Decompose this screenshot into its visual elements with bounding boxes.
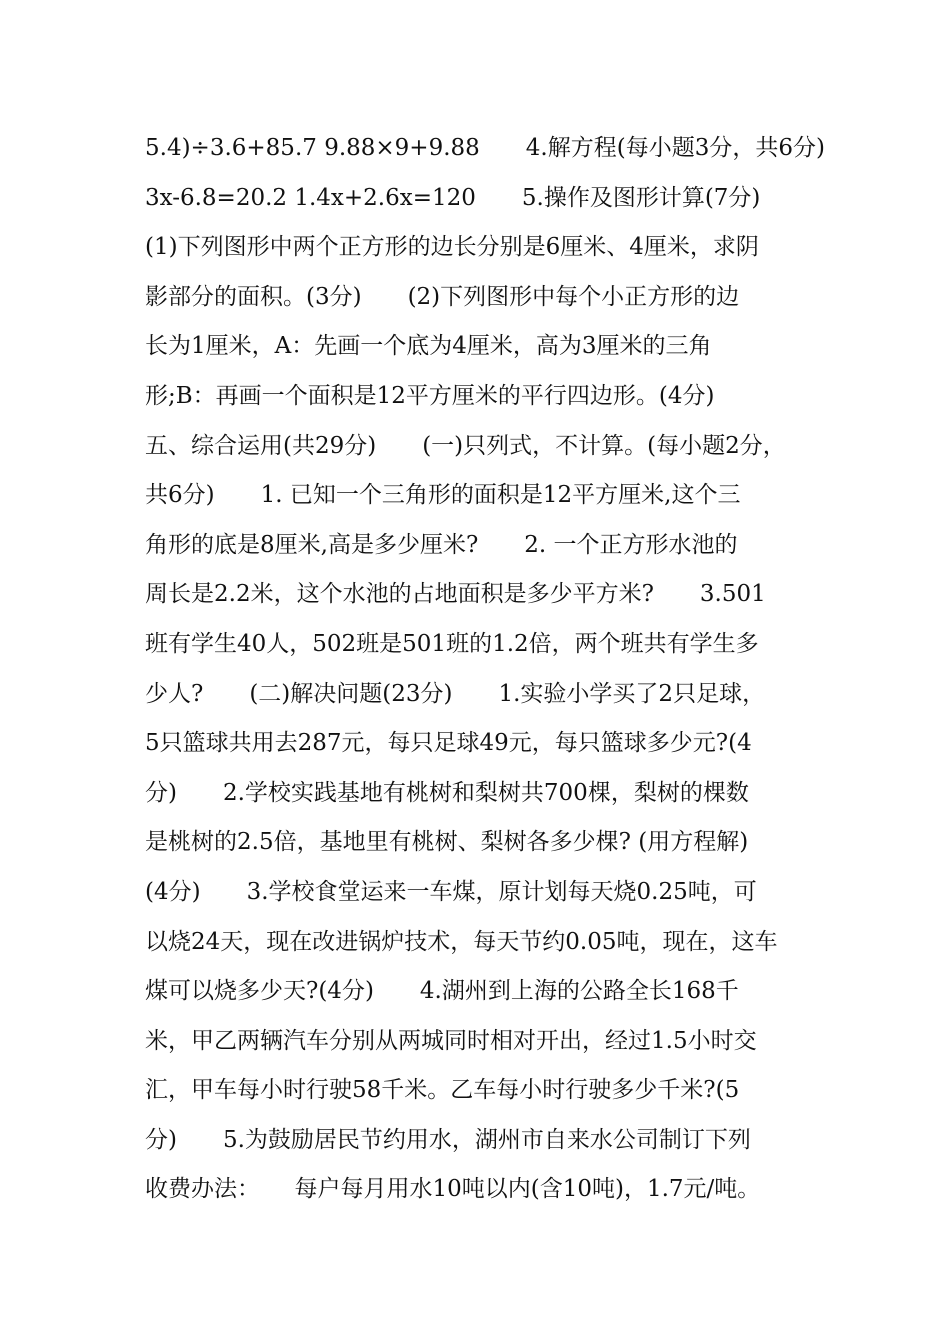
text-line-8: 共6分) 1. 已知一个三角形的面积是12平方厘米,这个三 [145,482,741,509]
text-line-17: 以烧24天，现在改进锅炉技术，每天节约0.05吨，现在，这车 [145,928,778,955]
text-line-16: (4分) 3.学校食堂运来一车煤，原计划每天烧0.25吨，可 [145,878,757,905]
text-line-14: 分) 2.学校实践基地有桃树和梨树共700棵，梨树的棵数 [145,779,749,806]
text-line-1: 5.4)÷3.6+85.7 9.88×9+9.88 4.解方程(每小题3分，共6分) [145,135,825,161]
text-line-13: 5只篮球共用去287元，每只足球49元，每只篮球多少元?(4 [145,730,752,757]
document-body [145,124,825,1215]
text-line-6: 形;B：再画一个面积是12平方厘米的平行四边形。(4分) [145,382,715,409]
text-line-5: 长为1厘米，A：先画一个底为4厘米，高为3厘米的三角 [145,333,712,360]
text-line-11: 班有学生40人，502班是501班的1.2倍，两个班共有学生多 [145,630,759,657]
text-line-9: 角形的底是8厘米,高是多少厘米? 2. 一个正方形水池的 [145,531,738,558]
text-line-21: 分) 5.为鼓励居民节约用水，湖州市自来水公司制订下列 [145,1126,751,1153]
text-line-18: 煤可以烧多少天?(4分) 4.湖州到上海的公路全长168千 [145,978,739,1005]
text-line-22: 收费办法： 每户每月用水10吨以内(含10吨)，1.7元/吨。 [145,1176,761,1203]
text-line-3: (1)下列图形中两个正方形的边长分别是6厘米、4厘米，求阴 [145,234,759,261]
text-line-4: 影部分的面积。(3分) (2)下列图形中每个小正方形的边 [145,283,740,310]
text-line-2: 3x-6.8=20.2 1.4x+2.6x=120 5.操作及图形计算(7分) [145,184,761,211]
text-line-20: 汇，甲车每小时行驶58千米。乙车每小时行驶多少千米?(5 [145,1077,740,1104]
text-line-10: 周长是2.2米，这个水池的占地面积是多少平方米? 3.501 [145,581,766,608]
text-line-12: 少人? (二)解决问题(23分) 1.实验小学买了2只足球， [145,680,766,707]
text-line-15: 是桃树的2.5倍，基地里有桃树、梨树各多少棵? (用方程解) [145,829,749,856]
text-line-19: 米，甲乙两辆汽车分别从两城同时相对开出，经过1.5小时交 [145,1027,757,1054]
text-line-7: 五、综合运用(共29分) (一)只列式，不计算。(每小题2分， [145,432,786,459]
